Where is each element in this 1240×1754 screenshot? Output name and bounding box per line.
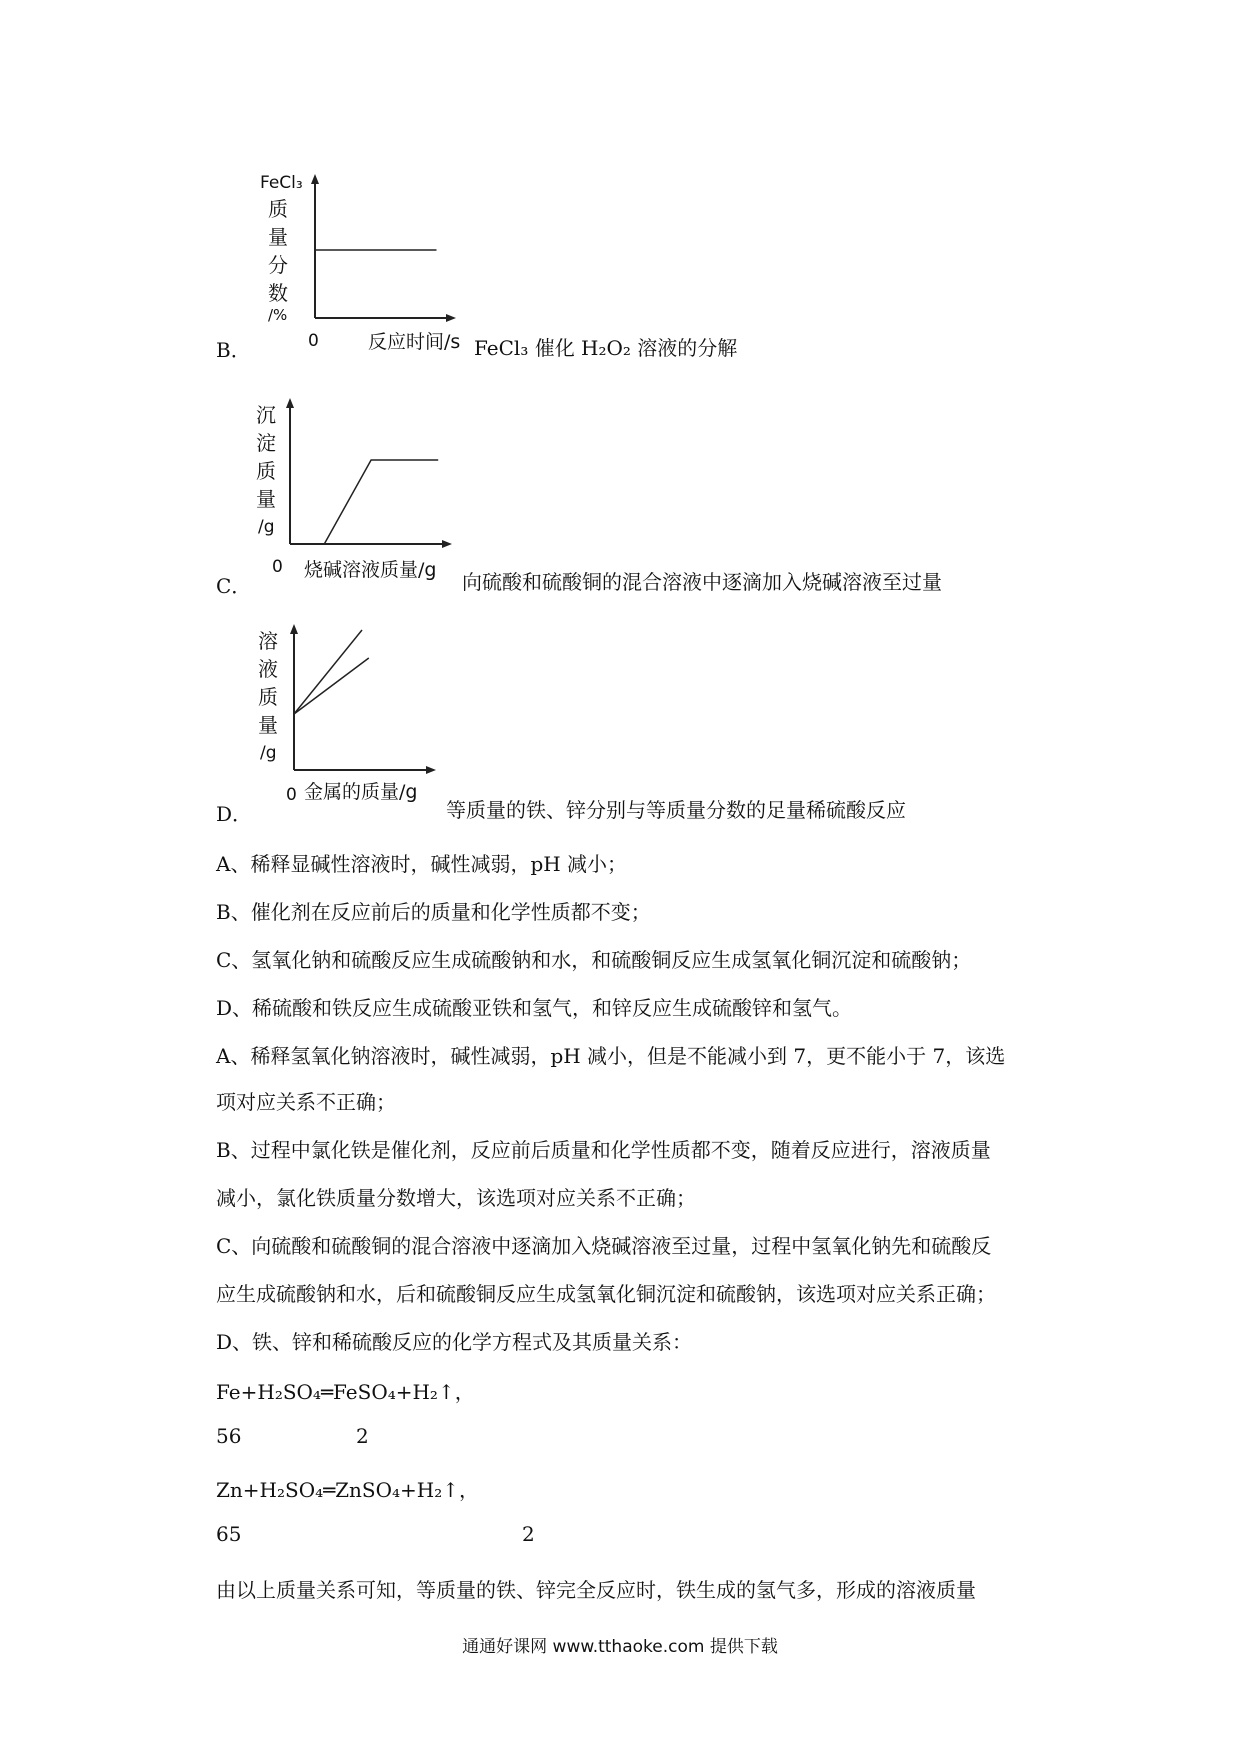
analysis-line: 减小，氯化铁质量分数增大，该选项对应关系不正确； (216, 1186, 696, 1210)
analysis-line: A、稀释氢氧化钠溶液时，碱性减弱，pH 减小，但是不能减小到 7，更不能小于 7，该选 (216, 1044, 1006, 1068)
y-label-char: /g (260, 743, 277, 763)
chart-d (250, 618, 490, 808)
mass-fe: 56 (216, 1424, 242, 1448)
y-label-char: 量 (258, 713, 278, 737)
y-label-char: 质 (256, 459, 276, 483)
analysis-line: C、向硫酸和硫酸铜的混合溶液中逐滴加入烧碱溶液至过量，过程中氢氧化钠先和硫酸反 (216, 1234, 992, 1258)
y-label-char: 沉 (256, 403, 276, 427)
origin-label: 0 (286, 785, 297, 805)
analysis-line: D、稀硫酸和铁反应生成硫酸亚铁和氢气，和锌反应生成硫酸锌和氢气。 (216, 996, 853, 1020)
origin-label: 0 (308, 331, 319, 351)
y-label-char: 数 (268, 281, 288, 305)
analysis-line: D、铁、锌和稀硫酸反应的化学方程式及其质量关系： (216, 1330, 693, 1354)
mass-zn: 65 (216, 1522, 242, 1546)
x-axis-arrow (426, 766, 436, 774)
y-label-char: 液 (258, 657, 278, 681)
y-axis-arrow (290, 624, 298, 634)
y-axis-label-d (258, 629, 278, 763)
x-axis-label: 烧碱溶液质量/g (304, 559, 437, 581)
chart-b (250, 168, 490, 353)
option-b-label: B． (216, 338, 251, 362)
y-axis-label-b (260, 173, 303, 324)
analysis-line: 应生成硫酸钠和水，后和硫酸铜反应生成氢氧化铜沉淀和硫酸钠，该选项对应关系正确； (216, 1282, 996, 1306)
option-c-label: C． (216, 574, 252, 598)
y-label-char: 分 (268, 253, 288, 277)
x-axis-label: 反应时间/s (368, 331, 461, 353)
series-line (290, 460, 438, 544)
origin-label: 0 (272, 557, 283, 577)
chart-c (250, 392, 490, 582)
x-axis-arrow (446, 314, 456, 322)
y-label-char: /% (268, 306, 288, 324)
chart-d-svg (250, 618, 490, 808)
chart-b-svg (250, 168, 490, 353)
equation-zn: Zn+H₂SO₄═ZnSO₄+H₂↑， (216, 1478, 480, 1502)
analysis-line: C、氢氧化钠和硫酸反应生成硫酸钠和水，和硫酸铜反应生成氢氧化铜沉淀和硫酸钠； (216, 948, 972, 972)
y-label-char: 溶 (258, 629, 278, 653)
analysis-line: B、催化剂在反应前后的质量和化学性质都不变； (216, 900, 651, 924)
y-label-char: 淀 (256, 431, 276, 455)
equation-fe: Fe+H₂SO₄═FeSO₄+H₂↑， (216, 1380, 475, 1404)
y-label-char: 质 (258, 685, 278, 709)
mass-h2-zn: 2 (522, 1522, 535, 1546)
chart-c-svg (250, 392, 490, 582)
analysis-line: B、过程中氯化铁是催化剂，反应前后质量和化学性质都不变，随着反应进行，溶液质量 (216, 1138, 991, 1162)
x-axis-label: 金属的质量/g (304, 781, 418, 803)
analysis-line: 项对应关系不正确； (216, 1090, 396, 1114)
option-c-caption: 向硫酸和硫酸铜的混合溶液中逐滴加入烧碱溶液至过量 (462, 570, 942, 594)
y-label-char: 量 (268, 225, 288, 249)
analysis-line: A、稀释显碱性溶液时，碱性减弱，pH 减小； (216, 852, 628, 876)
conclusion-line: 由以上质量关系可知，等质量的铁、锌完全反应时，铁生成的氢气多，形成的溶液质量 (216, 1578, 976, 1602)
y-axis-arrow (286, 398, 294, 408)
x-axis-arrow (442, 540, 452, 548)
option-b-caption: FeCl₃ 催化 H₂O₂ 溶液的分解 (474, 336, 738, 360)
y-axis-arrow (311, 174, 319, 184)
option-d-caption: 等质量的铁、锌分别与等质量分数的足量稀硫酸反应 (446, 798, 906, 822)
y-label-char: 质 (268, 197, 288, 221)
footer: 通通好课网 www.tthaoke.com 提供下载 (462, 1637, 778, 1657)
y-label-char: 量 (256, 487, 276, 511)
y-label-char: FeCl₃ (260, 173, 303, 193)
option-d-label: D． (216, 802, 253, 826)
series-line-fe (294, 630, 362, 714)
y-axis-label-c (256, 403, 276, 537)
series-line-zn (294, 658, 369, 714)
y-label-char: /g (258, 517, 275, 537)
mass-h2-fe: 2 (356, 1424, 369, 1448)
